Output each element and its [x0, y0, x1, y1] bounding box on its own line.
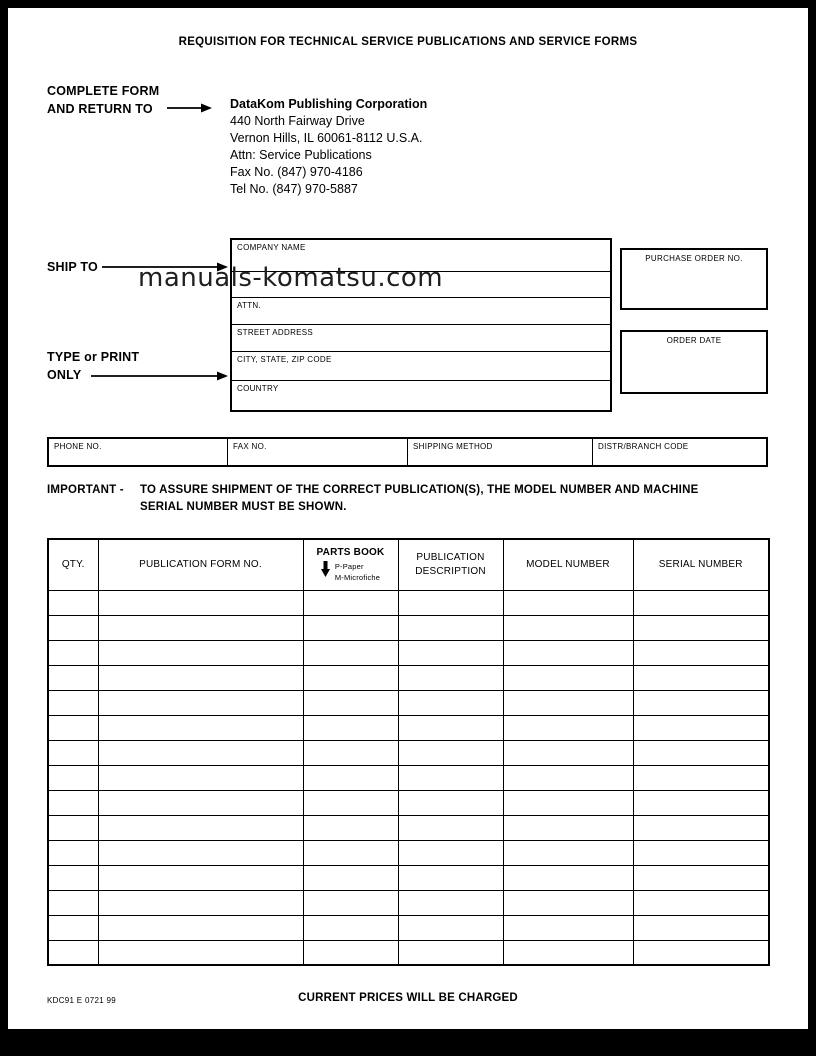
shipping-method-label: SHIPPING METHOD: [413, 442, 493, 451]
important-label: IMPORTANT -: [47, 484, 124, 496]
publication-cell: [98, 590, 303, 615]
address-line: 440 North Fairway Drive: [230, 114, 365, 128]
publication-cell: [398, 890, 503, 915]
down-arrow-icon: [321, 561, 330, 580]
publication-cell: [48, 615, 98, 640]
publication-cell: [398, 640, 503, 665]
publication-cell: [503, 790, 633, 815]
parts-book-title: PARTS BOOK: [316, 546, 385, 558]
phone-label: PHONE NO.: [54, 442, 102, 451]
return-to-arrow-icon: [167, 101, 212, 115]
publication-cell: [503, 765, 633, 790]
publication-cell: [48, 690, 98, 715]
type-or-print-line1: TYPE or PRINT: [47, 350, 140, 364]
publisher-name: DataKom Publishing Corporation: [230, 97, 428, 111]
publication-cell: [303, 715, 398, 740]
publication-cell: [503, 715, 633, 740]
publication-cell: [398, 690, 503, 715]
publication-row: [48, 865, 769, 890]
publication-cell: [503, 590, 633, 615]
order-date-label: ORDER DATE: [666, 336, 722, 345]
fax-field: [227, 439, 407, 465]
publication-cell: [503, 890, 633, 915]
publication-cell: [303, 665, 398, 690]
publication-cell: [398, 815, 503, 840]
publication-cell: [633, 590, 769, 615]
publication-row: [48, 940, 769, 965]
publication-cell: [398, 715, 503, 740]
attn-field: [232, 298, 610, 325]
publication-cell: [98, 765, 303, 790]
important-text: [140, 482, 698, 516]
publication-cell: [98, 865, 303, 890]
publication-cell: [398, 790, 503, 815]
serial-number-header: SERIAL NUMBER: [633, 539, 769, 590]
publication-cell: [398, 865, 503, 890]
publication-form-no-header: PUBLICATION FORM NO.: [98, 539, 303, 590]
return-to-label: [47, 82, 159, 118]
country-field: [232, 381, 610, 410]
publication-cell: [633, 915, 769, 940]
publication-cell: [398, 840, 503, 865]
purchase-order-label: PURCHASE ORDER NO.: [645, 254, 743, 263]
publication-cell: [303, 915, 398, 940]
publication-row: [48, 640, 769, 665]
phone-field: [49, 439, 227, 465]
parts-book-options: [335, 561, 380, 583]
publication-cell: [98, 815, 303, 840]
street-address-field: [232, 325, 610, 352]
publication-cell: [503, 940, 633, 965]
publication-cell: [303, 690, 398, 715]
address-line: Fax No. (847) 970-4186: [230, 165, 363, 179]
return-to-label-line1: COMPLETE FORM: [47, 84, 160, 98]
publication-cell: [48, 815, 98, 840]
return-address-block: [230, 96, 427, 198]
important-note: [47, 482, 698, 516]
publication-cell: [398, 615, 503, 640]
city-state-zip-field: [232, 352, 610, 381]
publication-cell: [633, 715, 769, 740]
publication-cell: [633, 865, 769, 890]
publication-cell: [48, 790, 98, 815]
publication-cell: [303, 890, 398, 915]
publication-cell: [48, 715, 98, 740]
publication-cell: [303, 765, 398, 790]
important-line2: SERIAL NUMBER MUST BE SHOWN.: [140, 501, 347, 513]
form-code: KDC91 E 0721 99: [47, 996, 116, 1005]
publications-table: [47, 538, 770, 966]
purchase-order-box: [620, 248, 768, 310]
publication-row: [48, 590, 769, 615]
publication-row: [48, 765, 769, 790]
publication-cell: [48, 740, 98, 765]
type-or-print-arrow-icon: [91, 369, 228, 383]
publication-cell: [503, 690, 633, 715]
publication-cell: [48, 940, 98, 965]
publication-cell: [303, 840, 398, 865]
publication-cell: [503, 615, 633, 640]
publication-cell: [633, 765, 769, 790]
publication-row: [48, 815, 769, 840]
publication-cell: [48, 765, 98, 790]
form-title: REQUISITION FOR TECHNICAL SERVICE PUBLICATIONS AND SERVICE FORMS: [178, 36, 638, 48]
publication-row: [48, 740, 769, 765]
publication-cell: [503, 815, 633, 840]
company-name-label: COMPANY NAME: [237, 243, 306, 252]
watermark: manuals-komatsu.com: [138, 263, 444, 293]
publication-cell: [98, 915, 303, 940]
shipping-method-field: [407, 439, 592, 465]
publication-cell: [98, 665, 303, 690]
publication-cell: [98, 740, 303, 765]
publication-row: [48, 840, 769, 865]
parts-book-microfiche-option: M-Microfiche: [334, 572, 381, 582]
publication-cell: [398, 765, 503, 790]
publication-cell: [633, 840, 769, 865]
table-header-row: [48, 539, 769, 590]
publication-cell: [633, 815, 769, 840]
publication-row: [48, 665, 769, 690]
publication-cell: [633, 665, 769, 690]
publication-cell: [98, 615, 303, 640]
publication-cell: [98, 890, 303, 915]
publication-cell: [398, 665, 503, 690]
publication-row: [48, 790, 769, 815]
publication-cell: [98, 940, 303, 965]
attn-label: ATTN.: [237, 301, 262, 310]
publication-cell: [48, 840, 98, 865]
contact-info-row: [47, 437, 768, 467]
street-address-label: STREET ADDRESS: [237, 328, 314, 337]
address-line: Vernon Hills, IL 60061-8112 U.S.A.: [230, 131, 423, 145]
address-line: Tel No. (847) 970-5887: [230, 182, 358, 196]
publication-row: [48, 915, 769, 940]
publication-cell: [303, 590, 398, 615]
publication-cell: [503, 915, 633, 940]
publication-cell: [503, 865, 633, 890]
publication-cell: [98, 715, 303, 740]
distr-branch-code-field: [592, 439, 766, 465]
publication-row: [48, 715, 769, 740]
publication-cell: [398, 590, 503, 615]
publication-row: [48, 690, 769, 715]
qty-header: QTY.: [48, 539, 98, 590]
publication-cell: [303, 615, 398, 640]
publication-cell: [48, 865, 98, 890]
publication-cell: [503, 840, 633, 865]
publication-cell: [503, 740, 633, 765]
publication-cell: [48, 665, 98, 690]
country-label: COUNTRY: [237, 384, 279, 393]
fax-label: FAX NO.: [233, 442, 267, 451]
publication-cell: [398, 940, 503, 965]
type-or-print-line2: ONLY: [47, 368, 82, 382]
publication-cell: [303, 940, 398, 965]
publication-cell: [48, 915, 98, 940]
model-number-header: MODEL NUMBER: [503, 539, 633, 590]
publication-cell: [303, 865, 398, 890]
publication-cell: [633, 640, 769, 665]
city-state-zip-label: CITY, STATE, ZIP CODE: [237, 355, 332, 364]
publication-cell: [98, 690, 303, 715]
publication-row: [48, 890, 769, 915]
publication-cell: [48, 890, 98, 915]
publication-cell: [303, 815, 398, 840]
publication-cell: [48, 640, 98, 665]
publication-cell: [633, 740, 769, 765]
publication-cell: [98, 840, 303, 865]
publication-cell: [633, 790, 769, 815]
publication-cell: [98, 640, 303, 665]
ship-to-label: SHIP TO: [47, 260, 98, 274]
publication-cell: [633, 690, 769, 715]
return-to-label-line2: AND RETURN TO: [47, 102, 153, 116]
publication-description-header: PUBLICATION DESCRIPTION: [398, 539, 503, 590]
distr-branch-code-label: DISTR/BRANCH CODE: [598, 442, 689, 451]
publication-cell: [303, 640, 398, 665]
publication-cell: [303, 740, 398, 765]
important-line1: TO ASSURE SHIPMENT OF THE CORRECT PUBLICATION(S), THE MODEL NUMBER AND MACHINE: [140, 484, 699, 496]
parts-book-paper-option: P-Paper: [334, 561, 364, 571]
parts-book-header: [303, 539, 398, 590]
publication-row: [48, 615, 769, 640]
publication-cell: [398, 740, 503, 765]
publication-cell: [398, 915, 503, 940]
publication-cell: [503, 665, 633, 690]
order-date-box: [620, 330, 768, 394]
publication-cell: [48, 590, 98, 615]
publication-cell: [503, 640, 633, 665]
publication-cell: [98, 790, 303, 815]
publication-cell: [633, 890, 769, 915]
footer-notice: CURRENT PRICES WILL BE CHARGED: [298, 992, 518, 1004]
publication-cell: [633, 940, 769, 965]
address-line: Attn: Service Publications: [230, 148, 372, 162]
publication-cell: [303, 790, 398, 815]
publication-cell: [633, 615, 769, 640]
